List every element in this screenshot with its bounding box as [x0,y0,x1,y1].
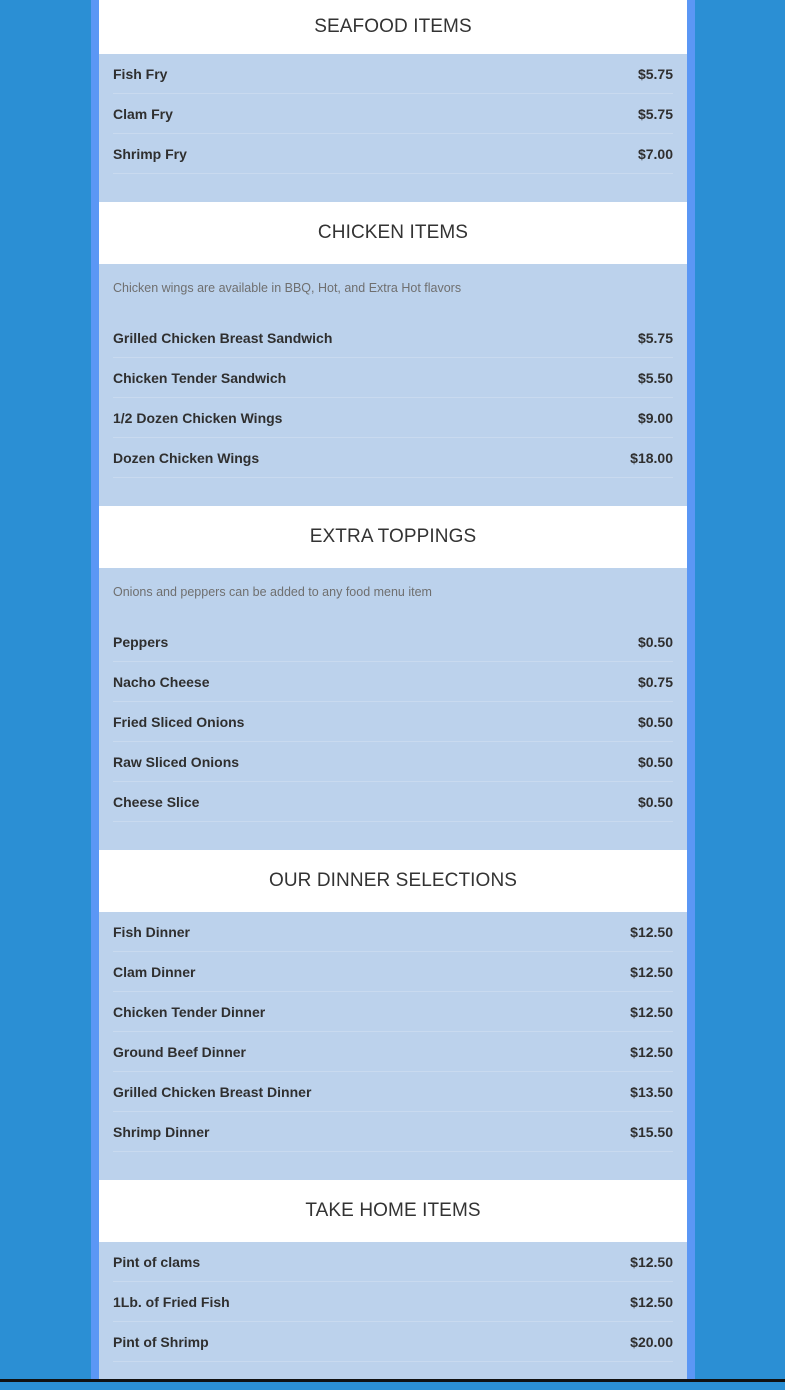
section-body [99,568,687,850]
menu-item-name: Fish Dinner [113,923,191,940]
menu-item-row [113,1242,673,1282]
menu-item-price: $12.50 [630,963,673,980]
menu-item-row [113,318,673,358]
menu-item-name: Nacho Cheese [113,673,210,690]
menu-item-name: Fish Fry [113,65,168,82]
menu-item-price: $0.50 [637,793,673,810]
section-spacer [113,1152,673,1180]
menu-item-price: $12.50 [630,1003,673,1020]
menu-item-name: Clam Dinner [113,963,196,980]
menu-item-name: Clam Fry [113,105,173,122]
section-body [99,54,687,202]
menu-item-row [113,782,673,822]
section-note: Chicken wings are available in BBQ, Hot, and Extra Hot flavors [113,281,462,295]
section-spacer [113,174,673,202]
menu-item-name: Grilled Chicken Breast Sandwich [113,329,333,346]
menu-item-row [113,358,673,398]
menu-item-price: $12.50 [630,1253,673,1270]
menu-item-row [113,1282,673,1322]
menu-item-row [113,702,673,742]
menu-item-name: Shrimp Dinner [113,1123,210,1140]
menu-item-price: $0.50 [637,713,673,730]
menu-item-name: Raw Sliced Onions [113,753,240,770]
menu-item-name: Peppers [113,633,169,650]
menu-item-price: $15.50 [630,1123,673,1140]
menu-item-price: $9.00 [637,409,673,426]
menu-item-row [113,94,673,134]
menu-item-price: $13.50 [630,1083,673,1100]
section-body [99,1242,687,1390]
menu-item-name: Grilled Chicken Breast Dinner [113,1083,312,1100]
menu-item-price: $0.50 [637,633,673,650]
menu-item-row [113,912,673,952]
section-note: Onions and peppers can be added to any food menu item [113,585,432,599]
menu-item-price: $5.50 [637,369,673,386]
menu-item-price: $18.00 [630,449,673,466]
menu-item-row [113,1112,673,1152]
menu-item-row [113,398,673,438]
menu-item-row [113,1322,673,1362]
menu-item-price: $7.00 [637,145,673,162]
menu-item-row [113,742,673,782]
menu-item-row [113,54,673,94]
section-title: EXTRA TOPPINGS [99,506,687,568]
menu-item-row [113,992,673,1032]
section-title: OUR DINNER SELECTIONS [99,850,687,912]
menu-item-price: $12.50 [630,1293,673,1310]
menu-item-row [113,952,673,992]
menu-item-name: Pint of clams [113,1253,201,1270]
menu-item-price: $12.50 [630,923,673,940]
menu-item-price: $0.75 [637,673,673,690]
menu-item-price: $5.75 [637,329,673,346]
section-spacer [113,1362,673,1390]
menu-item-price: $5.75 [637,65,673,82]
menu-item-name: Shrimp Fry [113,145,187,162]
menu-item-price: $0.50 [637,753,673,770]
menu-item-price: $12.50 [630,1043,673,1060]
menu-card [99,0,687,1379]
menu-item-row [113,438,673,478]
menu-item-price: $5.75 [637,105,673,122]
section-body [99,264,687,506]
menu-item-row [113,1032,673,1072]
menu-item-row [113,1072,673,1112]
menu-item-row [113,134,673,174]
menu-item-name: Pint of Shrimp [113,1333,209,1350]
menu-item-row [113,662,673,702]
section-spacer [113,822,673,850]
menu-item-name: 1/2 Dozen Chicken Wings [113,409,283,426]
menu-item-row [113,622,673,662]
menu-item-name: Dozen Chicken Wings [113,449,260,466]
section-spacer [113,478,673,506]
menu-item-name: Chicken Tender Dinner [113,1003,266,1020]
menu-item-name: 1Lb. of Fried Fish [113,1293,230,1310]
section-title: TAKE HOME ITEMS [99,1180,687,1242]
menu-item-name: Ground Beef Dinner [113,1043,247,1060]
section-body [99,912,687,1180]
section-title: CHICKEN ITEMS [99,202,687,264]
menu-item-price: $20.00 [630,1333,673,1350]
section-title: SEAFOOD ITEMS [99,0,687,54]
menu-item-name: Cheese Slice [113,793,200,810]
menu-item-name: Chicken Tender Sandwich [113,369,287,386]
menu-item-name: Fried Sliced Onions [113,713,245,730]
